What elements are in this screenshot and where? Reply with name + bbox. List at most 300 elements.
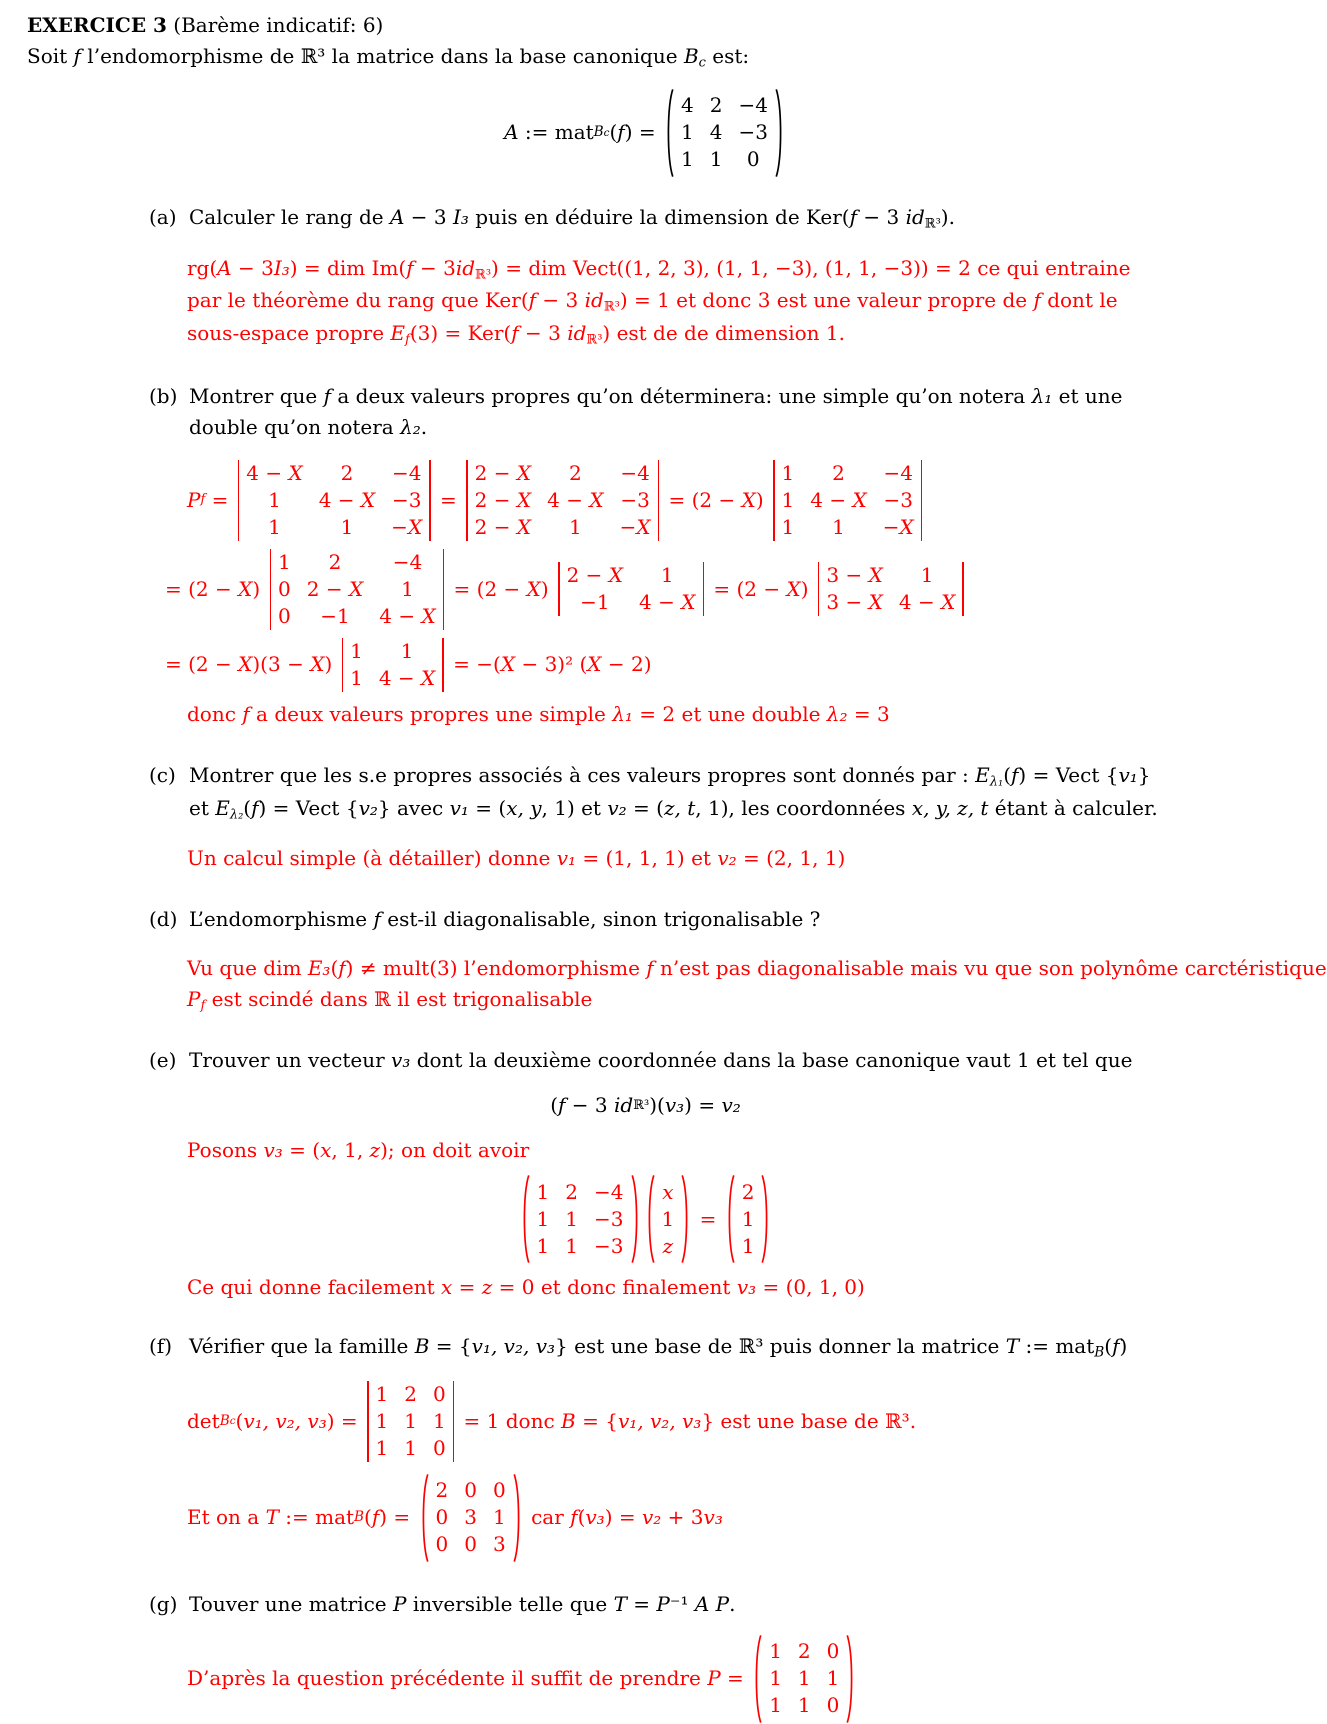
cell-var: X <box>941 590 956 615</box>
text-run: , 1, <box>331 1138 370 1163</box>
cell-text: 2 − <box>566 563 609 588</box>
matrix-cell: 1 <box>769 1639 782 1664</box>
cell-text: 4 − <box>898 590 942 615</box>
right-paren-icon <box>761 1174 770 1264</box>
matrix-grid <box>239 459 429 542</box>
text-run: rg( <box>187 255 218 280</box>
text-run: ) <box>755 487 770 512</box>
matrix-grid <box>560 561 703 617</box>
text-run: Vu que dim <box>187 956 308 981</box>
text-run: dont la deuxième coordonnée dans la base canonique vaut 1 et tel que <box>410 1048 1133 1073</box>
exercise-title <box>27 10 1264 41</box>
equals-sign: = <box>693 1206 723 1231</box>
matrix-cell: −4 <box>391 460 422 485</box>
item-text <box>189 760 1172 826</box>
cell-var: X <box>421 665 436 690</box>
text-run: Montrer que <box>189 383 324 408</box>
text-run: est-il diagonalisable, sinon trigonalisable ? <box>380 907 821 932</box>
matrix-cell: 1 <box>709 147 723 172</box>
det-bar-right-icon <box>962 562 964 616</box>
math-var: P <box>187 487 201 512</box>
matrix-cell <box>620 512 651 543</box>
det-bar-right-icon <box>443 549 445 630</box>
math-var: id <box>584 288 604 313</box>
matrix-cell: 3 <box>464 1505 478 1530</box>
matrix-cell: 0 <box>746 147 760 172</box>
cell-text: 4 − <box>639 590 682 615</box>
matrix-cell: 1 <box>741 1233 755 1258</box>
math-var: A P <box>694 1591 730 1616</box>
matrix-cell: 1 <box>661 1206 675 1231</box>
matrix-cell: −4 <box>738 93 768 118</box>
text-run: − 2) <box>601 652 652 677</box>
matrix-cell: 1 <box>278 549 291 574</box>
matrix-cell: −4 <box>883 460 913 485</box>
matrix-cell: 1 <box>493 1505 506 1530</box>
text-run: )(3 − <box>252 652 311 677</box>
matrix-cell: 0 <box>278 603 291 628</box>
matrix-grid <box>369 1380 453 1463</box>
result-vector <box>726 1174 771 1264</box>
math-var: P <box>707 1666 721 1691</box>
item-label: (b) <box>149 383 178 408</box>
text-run: (3) = Ker( <box>409 321 512 346</box>
item-text <box>189 202 1172 235</box>
math-var: f <box>1011 762 1019 787</box>
matrix-cell: 4 <box>709 120 723 145</box>
left-paren-icon <box>665 88 674 178</box>
text-run: ) = <box>624 120 662 145</box>
text-run: = ( <box>282 1138 321 1163</box>
matrix-cell: 1 <box>432 1408 446 1433</box>
text-run: = (2 − <box>165 652 239 677</box>
subscript: ℝ³ <box>633 1097 650 1113</box>
subscript: ℝ³ <box>475 267 492 283</box>
math-var: λ₂ <box>400 414 421 439</box>
text-run: := mat <box>518 120 594 145</box>
matrix-cell <box>899 587 955 618</box>
text-run: ) <box>252 576 267 601</box>
math-var: E <box>390 321 405 346</box>
cell-var: X <box>407 514 423 539</box>
matrix-cell: 3 <box>493 1532 506 1557</box>
matrix-cell: −4 <box>392 549 423 574</box>
matrix-cell: 1 <box>781 487 795 512</box>
math-var: v₃ <box>263 1138 283 1163</box>
subscript: f <box>405 332 410 348</box>
subscript: ℝ³ <box>924 216 941 232</box>
cell-text: 4 − <box>246 460 289 485</box>
superscript: ⁻¹ <box>669 1591 695 1616</box>
math-var: v₁ <box>1118 762 1138 787</box>
math-var: v₂ <box>607 795 627 820</box>
item-text <box>189 1045 1172 1076</box>
matrix-grid <box>674 91 775 174</box>
math-var: v₁ <box>556 846 577 871</box>
matrix-cell: 0 <box>278 576 291 601</box>
text-run: } et <box>189 762 1151 820</box>
math-var: E <box>975 762 990 787</box>
subscript: B <box>219 1412 230 1429</box>
matrix-cell: 1 <box>400 638 414 663</box>
text-run: Posons <box>187 1138 264 1163</box>
matrix-cell: 1 <box>268 514 281 539</box>
matrix-cell <box>883 512 914 543</box>
text-run: − 3 <box>857 204 906 229</box>
det-bar-right-icon <box>453 1381 455 1462</box>
matrix-cell: 2 <box>328 549 342 574</box>
matrix-cell: 0 <box>826 1639 840 1664</box>
condition-equation <box>27 1090 1264 1121</box>
cell-var: X <box>608 563 624 588</box>
matrix-cell: 2 <box>404 1381 417 1406</box>
cell-text: 3 − <box>826 590 869 615</box>
subscript: c <box>603 126 610 139</box>
char-poly-line-1 <box>187 459 1264 542</box>
matrix-cell: 1 <box>536 1233 550 1258</box>
determinant-matrix <box>466 459 659 542</box>
item-label: (d) <box>149 907 178 932</box>
unknown-vector <box>646 1174 691 1264</box>
text-run: = <box>433 487 464 512</box>
matrix-cell: x <box>662 1179 674 1204</box>
char-poly-line-3 <box>165 637 1264 693</box>
matrix-cell: 2 <box>565 1179 579 1204</box>
cell-var: X <box>516 460 532 485</box>
determinant-matrix <box>558 561 704 617</box>
matrix-cell <box>379 601 435 632</box>
math-var: f <box>406 255 414 280</box>
determinant-matrix <box>773 459 922 542</box>
math-var: id <box>455 255 476 280</box>
math-var: z <box>369 1138 381 1163</box>
text-run: , 1) et <box>541 795 608 820</box>
text-run: ( <box>577 1505 586 1530</box>
math-var: P <box>393 1591 407 1616</box>
math-var: v₁, v₂, v₃ <box>471 1334 556 1359</box>
det-bar-right-icon <box>703 562 705 616</box>
text-run: Et on a <box>187 1505 266 1530</box>
left-paren-icon <box>420 1473 429 1563</box>
text-run: ) = <box>604 1505 642 1530</box>
item-label: (c) <box>149 762 176 787</box>
matrix-cell: 1 <box>769 1693 782 1718</box>
math-var: v₃ <box>585 1505 605 1530</box>
text-run: a deux valeurs propres une simple <box>249 701 613 726</box>
item-b <box>149 381 1264 443</box>
text-run: ) <box>540 576 556 601</box>
text-run: − 3 <box>404 204 453 229</box>
math-var: v₂ <box>641 1505 662 1530</box>
matrix-cell <box>391 512 422 543</box>
matrix-cell: 1 <box>826 1666 840 1691</box>
item-f <box>149 1331 1264 1363</box>
text-run: − 3 <box>518 321 568 346</box>
text-run: − 3)² ( <box>515 652 588 677</box>
text-run: est scindé dans ℝ il est trigonalisable <box>205 987 593 1012</box>
subscript: B <box>1094 1344 1105 1361</box>
text-run: − 3 <box>565 1093 614 1118</box>
matrix-cell: −4 <box>594 1179 624 1204</box>
matrix-cell: 0 <box>464 1478 478 1503</box>
math-var: X <box>741 487 756 512</box>
answer-d-line-1 <box>187 953 1327 984</box>
cell-var: X <box>636 514 651 539</box>
text-run: := mat <box>278 1505 355 1530</box>
math-var: λ₁ <box>1031 383 1053 408</box>
answer-d <box>187 953 1327 1017</box>
text-run: ). <box>940 204 955 229</box>
matrix-cell: 1 <box>404 1435 417 1460</box>
cell-text: − <box>882 514 900 539</box>
matrix-grid <box>735 1178 762 1261</box>
subscript: λ₂ <box>229 807 244 823</box>
char-poly-line-2 <box>165 548 1264 631</box>
text-run: := mat <box>1019 1334 1095 1359</box>
text-run: det <box>187 1408 220 1433</box>
item-g <box>149 1589 1264 1620</box>
text-run: étant à calculer. <box>988 795 1158 820</box>
math-var: f <box>646 956 654 981</box>
math-var: id <box>905 204 925 229</box>
text-run: Soit <box>27 44 74 68</box>
math-var: v₃ <box>391 1048 411 1073</box>
math-var: f <box>338 956 346 981</box>
text-run: = (2, 1, 1) <box>736 846 846 871</box>
cell-var: X <box>852 487 867 512</box>
matrix-cell: 2 <box>340 460 354 485</box>
matrix-cell: 1 <box>375 1381 389 1406</box>
math-var: z <box>481 1275 493 1300</box>
text-run: Trouver un vecteur <box>189 1048 392 1073</box>
text-run: = (2 − <box>707 576 787 601</box>
matrix-cell: 1 <box>350 638 363 663</box>
text-run: ) = <box>379 1505 417 1530</box>
matrix-cell: 1 <box>680 147 694 172</box>
matrix-cell: 1 <box>565 1233 579 1258</box>
cell-text: 4 − <box>378 665 422 690</box>
matrix-cell <box>639 587 695 618</box>
text-run: . <box>420 414 428 439</box>
math-var: T <box>613 1591 627 1616</box>
subscript: ℝ³ <box>603 299 620 315</box>
math-var: v₂ <box>717 846 737 871</box>
matrix-P <box>753 1634 855 1724</box>
text-run: ) est de de dimension 1. <box>602 321 845 346</box>
math-var: f <box>242 701 250 726</box>
math-var: v₁ <box>449 795 469 820</box>
item-d <box>149 904 1264 935</box>
math-var: A <box>217 255 232 280</box>
matrix-p-line <box>187 1634 1264 1724</box>
text-run: Un calcul simple (à détailler) donne <box>187 846 557 871</box>
math-var: x <box>320 1138 332 1163</box>
cell-text: 2 − <box>474 460 517 485</box>
matrix-cell: 1 <box>568 514 582 539</box>
matrix-cell: 0 <box>432 1381 446 1406</box>
math-var: λ₂ <box>826 701 848 726</box>
item-label: (g) <box>149 1591 178 1616</box>
text-run: ) <box>1119 1334 1128 1359</box>
text-run: = 1 donc <box>457 1408 562 1433</box>
matrix-cell: 1 <box>797 1666 811 1691</box>
text-run: = (0, 1, 0) <box>756 1275 865 1300</box>
text-run: Calculer le rang de <box>189 204 390 229</box>
math-var: x <box>440 1275 453 1300</box>
text-run: D’après la question précédente il suffit de prendre <box>187 1666 708 1691</box>
math-var: f <box>849 204 858 229</box>
matrix-cell: 2 <box>797 1639 811 1664</box>
text-run: = <box>452 1275 482 1300</box>
left-paren-icon <box>726 1174 735 1264</box>
math-var: f <box>617 120 625 145</box>
matrix-grid <box>775 459 921 542</box>
subscript: B <box>354 1509 365 1526</box>
text-run: ) = Vect { <box>1018 762 1119 787</box>
intro-line <box>27 41 1264 74</box>
text-run: = ( <box>468 795 507 820</box>
text-run: dont le sous-espace propre <box>187 288 1118 346</box>
text-run: ( <box>609 120 618 145</box>
matrix-a-equation <box>27 88 1264 178</box>
subscript: λ₁ <box>989 774 1004 790</box>
matrix-cell: −3 <box>620 487 650 512</box>
answer-a <box>187 253 1264 351</box>
text-run: = ( <box>626 795 664 820</box>
math-var: f <box>323 383 332 408</box>
math-var: B <box>683 44 699 68</box>
matrix-grid <box>819 561 962 617</box>
matrix-cell: −1 <box>580 590 610 615</box>
text-run: = (2 − <box>447 576 527 601</box>
math-var: z, t <box>663 795 696 820</box>
text-run: donc <box>187 701 243 726</box>
math-var: B <box>561 1408 576 1433</box>
cell-text: 2 − <box>474 514 517 539</box>
math-var: f <box>558 1093 566 1118</box>
matrix-cell: 1 <box>375 1435 389 1460</box>
cell-text: 4 − <box>379 603 422 628</box>
cell-var: X <box>516 514 532 539</box>
matrix-cell: 1 <box>797 1693 811 1718</box>
math-var: v₂ <box>358 795 378 820</box>
text-run: ) = dim Vect((1, 2, 3), (1, 1, −3), (1, 1, −3)) = 2 ce qui entraine par le théorème du rang que Ker( <box>187 255 1131 313</box>
math-var: E <box>215 795 230 820</box>
item-a <box>149 202 1264 235</box>
math-var: f <box>570 1505 578 1530</box>
text-run: n’est pas diagonalisable mais vu que son polynôme carctéristique <box>653 956 1327 981</box>
math-var: f <box>373 907 381 932</box>
subscript: ℝ³ <box>586 332 603 348</box>
matrix-cell: −3 <box>594 1206 624 1231</box>
matrix-cell: 2 <box>435 1478 449 1503</box>
text-run: = { <box>429 1334 472 1359</box>
matrix-cell: 1 <box>536 1206 550 1231</box>
text-run: Touver une matrice <box>189 1591 393 1616</box>
math-var: x, y <box>506 795 542 820</box>
matrix-cell: 0 <box>432 1435 446 1460</box>
text-run: ( <box>330 956 339 981</box>
right-paren-icon <box>846 1634 855 1724</box>
matrix-cell <box>379 663 435 694</box>
text-run: = <box>720 1666 751 1691</box>
answer-c <box>187 843 1264 874</box>
math-var: X <box>526 576 541 601</box>
right-paren-icon <box>513 1473 522 1563</box>
cell-var: X <box>516 487 532 512</box>
text-run: = { <box>575 1408 618 1433</box>
text-run: ) <box>324 652 339 677</box>
math-var: v₃ <box>703 1505 723 1530</box>
math-var: f <box>528 288 537 313</box>
matrix-grid <box>762 1637 846 1720</box>
matrix-A <box>665 88 784 178</box>
det-bar-right-icon <box>429 460 431 541</box>
text-run: ) = <box>326 1408 364 1433</box>
text-run: } avec <box>377 795 450 820</box>
matrix-cell: −1 <box>320 603 350 628</box>
math-var: λ₁ <box>612 701 633 726</box>
cell-var: X <box>681 590 696 615</box>
math-var: f <box>511 321 519 346</box>
math-var: id <box>567 321 587 346</box>
subscript: c <box>229 1415 236 1428</box>
cell-var: X <box>899 514 914 539</box>
item-text <box>189 381 1172 443</box>
math-var: f <box>73 44 81 68</box>
matrix-cell: 1 <box>404 1408 417 1433</box>
text-run: Montrer que les s.e propres associés à ces valeurs propres sont donnés par : <box>189 762 976 787</box>
text-run: = <box>205 487 235 512</box>
matrix-t-line <box>187 1473 1264 1563</box>
matrix-cell: 1 <box>680 120 694 145</box>
cell-var: X <box>348 576 364 601</box>
text-run: ( <box>1003 762 1012 787</box>
matrix-cell: 0 <box>826 1693 840 1718</box>
matrix-cell: 2 <box>832 460 845 485</box>
item-label: (f) <box>149 1334 173 1359</box>
matrix-grid <box>343 637 442 693</box>
text-run: car <box>524 1505 571 1530</box>
item-label: (e) <box>149 1048 177 1073</box>
cell-text: 2 − <box>474 487 517 512</box>
matrix-cell: 2 <box>568 460 582 485</box>
cell-text: 2 − <box>306 576 349 601</box>
matrix-cell: 1 <box>832 514 845 539</box>
cell-text: 4 − <box>318 487 361 512</box>
subscript: c <box>698 55 706 71</box>
coefficient-matrix <box>521 1174 640 1264</box>
text-run: = 2 et une double <box>632 701 827 726</box>
text-run: − 3 <box>231 255 274 280</box>
text-run: ) = Vect { <box>258 795 359 820</box>
math-var: A <box>504 120 519 145</box>
matrix-cell: 1 <box>781 460 795 485</box>
det-bar-right-icon <box>442 638 444 692</box>
text-run: ) ≠ mult(3) l’endomorphisme <box>345 956 647 981</box>
math-var: T <box>1005 1334 1020 1359</box>
cell-text: 4 − <box>547 487 590 512</box>
subscript: f <box>200 492 206 508</box>
matrix-cell: 0 <box>435 1505 449 1530</box>
text-run: ( <box>235 1408 244 1433</box>
left-paren-icon <box>753 1634 762 1724</box>
matrix-cell: 2 <box>741 1179 755 1204</box>
math-var: v₃ <box>736 1275 757 1300</box>
matrix-cell: 1 <box>350 665 363 690</box>
math-var: I₃ <box>273 255 290 280</box>
matrix-cell: 1 <box>565 1206 579 1231</box>
